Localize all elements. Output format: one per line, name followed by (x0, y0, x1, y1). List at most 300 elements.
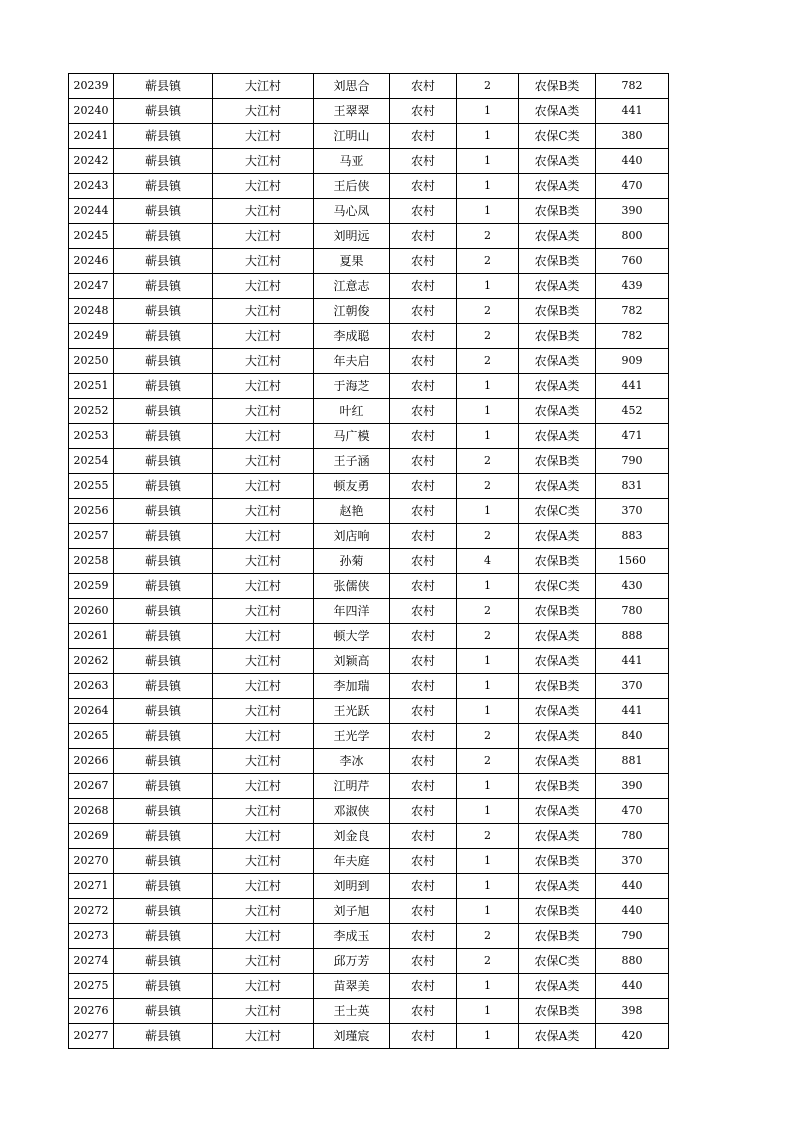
village-cell: 大江村 (213, 299, 314, 324)
serial-number-cell: 20258 (69, 549, 114, 574)
town-cell: 蕲县镇 (114, 999, 213, 1024)
village-cell: 大江村 (213, 974, 314, 999)
amount-cell: 880 (596, 949, 669, 974)
amount-cell: 470 (596, 799, 669, 824)
table-row (69, 674, 669, 699)
table-row (69, 824, 669, 849)
amount-cell: 782 (596, 299, 669, 324)
amount-cell: 840 (596, 724, 669, 749)
town-cell: 蕲县镇 (114, 474, 213, 499)
amount-cell: 370 (596, 674, 669, 699)
amount-cell: 881 (596, 749, 669, 774)
village-cell: 大江村 (213, 349, 314, 374)
serial-number-cell: 20274 (69, 949, 114, 974)
table-row (69, 324, 669, 349)
town-cell: 蕲县镇 (114, 174, 213, 199)
table-row (69, 524, 669, 549)
town-cell: 蕲县镇 (114, 274, 213, 299)
village-cell: 大江村 (213, 124, 314, 149)
town-cell: 蕲县镇 (114, 124, 213, 149)
village-cell: 大江村 (213, 99, 314, 124)
area-type-cell: 农村 (390, 674, 457, 699)
table-row (69, 274, 669, 299)
table-row (69, 424, 669, 449)
village-cell: 大江村 (213, 449, 314, 474)
serial-number-cell: 20243 (69, 174, 114, 199)
amount-cell: 790 (596, 449, 669, 474)
insurance-class-cell: 农保B类 (519, 774, 596, 799)
amount-cell: 370 (596, 499, 669, 524)
town-cell: 蕲县镇 (114, 674, 213, 699)
name-cell: 王后侠 (314, 174, 390, 199)
area-type-cell: 农村 (390, 499, 457, 524)
serial-number-cell: 20250 (69, 349, 114, 374)
amount-cell: 420 (596, 1024, 669, 1049)
village-cell: 大江村 (213, 424, 314, 449)
village-cell: 大江村 (213, 699, 314, 724)
name-cell: 年四洋 (314, 599, 390, 624)
household-size-cell: 1 (457, 149, 519, 174)
amount-cell: 441 (596, 699, 669, 724)
area-type-cell: 农村 (390, 999, 457, 1024)
town-cell: 蕲县镇 (114, 224, 213, 249)
table-row (69, 399, 669, 424)
insurance-class-cell: 农保C类 (519, 499, 596, 524)
name-cell: 马亚 (314, 149, 390, 174)
insurance-class-cell: 农保B类 (519, 849, 596, 874)
area-type-cell: 农村 (390, 574, 457, 599)
serial-number-cell: 20270 (69, 849, 114, 874)
town-cell: 蕲县镇 (114, 524, 213, 549)
area-type-cell: 农村 (390, 124, 457, 149)
name-cell: 马广模 (314, 424, 390, 449)
insurance-class-cell: 农保A类 (519, 699, 596, 724)
name-cell: 张儒侠 (314, 574, 390, 599)
town-cell: 蕲县镇 (114, 99, 213, 124)
village-cell: 大江村 (213, 674, 314, 699)
name-cell: 江意志 (314, 274, 390, 299)
serial-number-cell: 20261 (69, 624, 114, 649)
name-cell: 刘明远 (314, 224, 390, 249)
area-type-cell: 农村 (390, 399, 457, 424)
serial-number-cell: 20239 (69, 74, 114, 99)
name-cell: 顿大学 (314, 624, 390, 649)
amount-cell: 380 (596, 124, 669, 149)
town-cell: 蕲县镇 (114, 949, 213, 974)
household-size-cell: 1 (457, 974, 519, 999)
amount-cell: 441 (596, 99, 669, 124)
name-cell: 李冰 (314, 749, 390, 774)
table-row (69, 474, 669, 499)
amount-cell: 780 (596, 824, 669, 849)
insurance-class-cell: 农保A类 (519, 149, 596, 174)
amount-cell: 782 (596, 324, 669, 349)
household-size-cell: 2 (457, 824, 519, 849)
table-row (69, 799, 669, 824)
village-cell: 大江村 (213, 174, 314, 199)
serial-number-cell: 20277 (69, 1024, 114, 1049)
amount-cell: 760 (596, 249, 669, 274)
name-cell: 刘店响 (314, 524, 390, 549)
insurance-class-cell: 农保A类 (519, 399, 596, 424)
insurance-class-cell: 农保A类 (519, 274, 596, 299)
area-type-cell: 农村 (390, 799, 457, 824)
data-table (68, 73, 669, 1049)
area-type-cell: 农村 (390, 299, 457, 324)
amount-cell: 782 (596, 74, 669, 99)
area-type-cell: 农村 (390, 1024, 457, 1049)
insurance-class-cell: 农保B类 (519, 674, 596, 699)
insurance-class-cell: 农保B类 (519, 249, 596, 274)
town-cell: 蕲县镇 (114, 549, 213, 574)
table-row (69, 599, 669, 624)
amount-cell: 441 (596, 649, 669, 674)
town-cell: 蕲县镇 (114, 324, 213, 349)
name-cell: 孙菊 (314, 549, 390, 574)
town-cell: 蕲县镇 (114, 374, 213, 399)
village-cell: 大江村 (213, 149, 314, 174)
household-size-cell: 1 (457, 424, 519, 449)
insurance-class-cell: 农保A类 (519, 349, 596, 374)
amount-cell: 390 (596, 199, 669, 224)
insurance-class-cell: 农保C类 (519, 949, 596, 974)
amount-cell: 831 (596, 474, 669, 499)
village-cell: 大江村 (213, 624, 314, 649)
area-type-cell: 农村 (390, 849, 457, 874)
village-cell: 大江村 (213, 249, 314, 274)
household-size-cell: 1 (457, 124, 519, 149)
town-cell: 蕲县镇 (114, 424, 213, 449)
table-body (69, 74, 669, 1049)
name-cell: 江明芹 (314, 774, 390, 799)
name-cell: 刘子旭 (314, 899, 390, 924)
table-row (69, 574, 669, 599)
household-size-cell: 1 (457, 774, 519, 799)
name-cell: 李成聪 (314, 324, 390, 349)
household-size-cell: 2 (457, 249, 519, 274)
amount-cell: 800 (596, 224, 669, 249)
town-cell: 蕲县镇 (114, 599, 213, 624)
town-cell: 蕲县镇 (114, 299, 213, 324)
serial-number-cell: 20248 (69, 299, 114, 324)
serial-number-cell: 20275 (69, 974, 114, 999)
table-row (69, 949, 669, 974)
name-cell: 赵艳 (314, 499, 390, 524)
insurance-class-cell: 农保A类 (519, 174, 596, 199)
town-cell: 蕲县镇 (114, 824, 213, 849)
name-cell: 刘金良 (314, 824, 390, 849)
name-cell: 刘颖高 (314, 649, 390, 674)
insurance-class-cell: 农保A类 (519, 99, 596, 124)
village-cell: 大江村 (213, 874, 314, 899)
town-cell: 蕲县镇 (114, 799, 213, 824)
amount-cell: 1560 (596, 549, 669, 574)
amount-cell: 370 (596, 849, 669, 874)
household-size-cell: 2 (457, 599, 519, 624)
table-row (69, 224, 669, 249)
household-size-cell: 1 (457, 199, 519, 224)
village-cell: 大江村 (213, 274, 314, 299)
table-row (69, 99, 669, 124)
town-cell: 蕲县镇 (114, 874, 213, 899)
serial-number-cell: 20255 (69, 474, 114, 499)
village-cell: 大江村 (213, 474, 314, 499)
table-row (69, 124, 669, 149)
household-size-cell: 2 (457, 324, 519, 349)
area-type-cell: 农村 (390, 599, 457, 624)
town-cell: 蕲县镇 (114, 774, 213, 799)
village-cell: 大江村 (213, 724, 314, 749)
serial-number-cell: 20245 (69, 224, 114, 249)
area-type-cell: 农村 (390, 624, 457, 649)
insurance-class-cell: 农保B类 (519, 299, 596, 324)
amount-cell: 390 (596, 774, 669, 799)
area-type-cell: 农村 (390, 274, 457, 299)
area-type-cell: 农村 (390, 749, 457, 774)
serial-number-cell: 20247 (69, 274, 114, 299)
area-type-cell: 农村 (390, 374, 457, 399)
serial-number-cell: 20260 (69, 599, 114, 624)
amount-cell: 440 (596, 899, 669, 924)
name-cell: 马心凤 (314, 199, 390, 224)
household-size-cell: 1 (457, 899, 519, 924)
insurance-class-cell: 农保C类 (519, 124, 596, 149)
insurance-class-cell: 农保A类 (519, 624, 596, 649)
name-cell: 邱万芳 (314, 949, 390, 974)
village-cell: 大江村 (213, 574, 314, 599)
table-row (69, 199, 669, 224)
serial-number-cell: 20251 (69, 374, 114, 399)
name-cell: 刘瑾宸 (314, 1024, 390, 1049)
insurance-class-cell: 农保A类 (519, 649, 596, 674)
name-cell: 年夫庭 (314, 849, 390, 874)
name-cell: 王翠翠 (314, 99, 390, 124)
name-cell: 叶红 (314, 399, 390, 424)
household-size-cell: 1 (457, 274, 519, 299)
name-cell: 江朝俊 (314, 299, 390, 324)
table-row (69, 174, 669, 199)
village-cell: 大江村 (213, 499, 314, 524)
village-cell: 大江村 (213, 199, 314, 224)
name-cell: 邓淑侠 (314, 799, 390, 824)
amount-cell: 430 (596, 574, 669, 599)
area-type-cell: 农村 (390, 224, 457, 249)
name-cell: 于海芝 (314, 374, 390, 399)
table-row (69, 874, 669, 899)
serial-number-cell: 20257 (69, 524, 114, 549)
village-cell: 大江村 (213, 849, 314, 874)
serial-number-cell: 20264 (69, 699, 114, 724)
household-size-cell: 2 (457, 449, 519, 474)
name-cell: 李成玉 (314, 924, 390, 949)
table-row (69, 299, 669, 324)
household-size-cell: 1 (457, 499, 519, 524)
village-cell: 大江村 (213, 899, 314, 924)
serial-number-cell: 20267 (69, 774, 114, 799)
amount-cell: 452 (596, 399, 669, 424)
name-cell: 江明山 (314, 124, 390, 149)
area-type-cell: 农村 (390, 949, 457, 974)
amount-cell: 471 (596, 424, 669, 449)
serial-number-cell: 20266 (69, 749, 114, 774)
area-type-cell: 农村 (390, 924, 457, 949)
insurance-class-cell: 农保B类 (519, 324, 596, 349)
insurance-class-cell: 农保B类 (519, 74, 596, 99)
household-size-cell: 1 (457, 874, 519, 899)
insurance-class-cell: 农保A类 (519, 374, 596, 399)
table-row (69, 849, 669, 874)
serial-number-cell: 20254 (69, 449, 114, 474)
town-cell: 蕲县镇 (114, 449, 213, 474)
table-row (69, 624, 669, 649)
insurance-class-cell: 农保B类 (519, 599, 596, 624)
table-row (69, 974, 669, 999)
serial-number-cell: 20253 (69, 424, 114, 449)
insurance-class-cell: 农保A类 (519, 424, 596, 449)
serial-number-cell: 20276 (69, 999, 114, 1024)
insurance-class-cell: 农保A类 (519, 724, 596, 749)
serial-number-cell: 20262 (69, 649, 114, 674)
village-cell: 大江村 (213, 599, 314, 624)
table-row (69, 774, 669, 799)
insurance-class-cell: 农保A类 (519, 874, 596, 899)
name-cell: 王士英 (314, 999, 390, 1024)
serial-number-cell: 20265 (69, 724, 114, 749)
serial-number-cell: 20268 (69, 799, 114, 824)
village-cell: 大江村 (213, 224, 314, 249)
insurance-class-cell: 农保A类 (519, 474, 596, 499)
table-row (69, 374, 669, 399)
table-row (69, 499, 669, 524)
village-cell: 大江村 (213, 324, 314, 349)
area-type-cell: 农村 (390, 699, 457, 724)
household-size-cell: 2 (457, 224, 519, 249)
area-type-cell: 农村 (390, 874, 457, 899)
area-type-cell: 农村 (390, 174, 457, 199)
village-cell: 大江村 (213, 824, 314, 849)
serial-number-cell: 20271 (69, 874, 114, 899)
household-size-cell: 2 (457, 924, 519, 949)
name-cell: 王光学 (314, 724, 390, 749)
serial-number-cell: 20269 (69, 824, 114, 849)
town-cell: 蕲县镇 (114, 249, 213, 274)
table-row (69, 449, 669, 474)
area-type-cell: 农村 (390, 824, 457, 849)
household-size-cell: 2 (457, 299, 519, 324)
serial-number-cell: 20259 (69, 574, 114, 599)
area-type-cell: 农村 (390, 649, 457, 674)
town-cell: 蕲县镇 (114, 849, 213, 874)
name-cell: 李加瑞 (314, 674, 390, 699)
table-row (69, 899, 669, 924)
table-row (69, 249, 669, 274)
town-cell: 蕲县镇 (114, 749, 213, 774)
amount-cell: 888 (596, 624, 669, 649)
town-cell: 蕲县镇 (114, 499, 213, 524)
table-row (69, 924, 669, 949)
insurance-class-cell: 农保A类 (519, 824, 596, 849)
town-cell: 蕲县镇 (114, 349, 213, 374)
insurance-class-cell: 农保B类 (519, 199, 596, 224)
household-size-cell: 4 (457, 549, 519, 574)
table-row (69, 1024, 669, 1049)
village-cell: 大江村 (213, 374, 314, 399)
name-cell: 王光跃 (314, 699, 390, 724)
household-size-cell: 1 (457, 99, 519, 124)
table-row (69, 349, 669, 374)
town-cell: 蕲县镇 (114, 649, 213, 674)
household-size-cell: 2 (457, 74, 519, 99)
insurance-class-cell: 农保B类 (519, 924, 596, 949)
town-cell: 蕲县镇 (114, 899, 213, 924)
village-cell: 大江村 (213, 999, 314, 1024)
amount-cell: 439 (596, 274, 669, 299)
household-size-cell: 1 (457, 849, 519, 874)
household-size-cell: 1 (457, 574, 519, 599)
village-cell: 大江村 (213, 774, 314, 799)
insurance-class-cell: 农保A类 (519, 524, 596, 549)
village-cell: 大江村 (213, 399, 314, 424)
village-cell: 大江村 (213, 74, 314, 99)
household-size-cell: 1 (457, 174, 519, 199)
household-size-cell: 2 (457, 624, 519, 649)
insurance-class-cell: 农保A类 (519, 799, 596, 824)
area-type-cell: 农村 (390, 324, 457, 349)
amount-cell: 790 (596, 924, 669, 949)
name-cell: 年夫启 (314, 349, 390, 374)
household-size-cell: 1 (457, 699, 519, 724)
table-row (69, 149, 669, 174)
name-cell: 王子涵 (314, 449, 390, 474)
town-cell: 蕲县镇 (114, 724, 213, 749)
serial-number-cell: 20252 (69, 399, 114, 424)
village-cell: 大江村 (213, 1024, 314, 1049)
village-cell: 大江村 (213, 799, 314, 824)
serial-number-cell: 20242 (69, 149, 114, 174)
town-cell: 蕲县镇 (114, 399, 213, 424)
area-type-cell: 农村 (390, 149, 457, 174)
household-size-cell: 2 (457, 349, 519, 374)
name-cell: 苗翠美 (314, 974, 390, 999)
amount-cell: 398 (596, 999, 669, 1024)
household-size-cell: 2 (457, 724, 519, 749)
amount-cell: 441 (596, 374, 669, 399)
village-cell: 大江村 (213, 524, 314, 549)
table-row (69, 74, 669, 99)
area-type-cell: 农村 (390, 99, 457, 124)
name-cell: 顿友勇 (314, 474, 390, 499)
serial-number-cell: 20273 (69, 924, 114, 949)
town-cell: 蕲县镇 (114, 924, 213, 949)
household-size-cell: 1 (457, 374, 519, 399)
village-cell: 大江村 (213, 749, 314, 774)
town-cell: 蕲县镇 (114, 74, 213, 99)
area-type-cell: 农村 (390, 249, 457, 274)
area-type-cell: 农村 (390, 449, 457, 474)
insurance-class-cell: 农保B类 (519, 549, 596, 574)
serial-number-cell: 20244 (69, 199, 114, 224)
village-cell: 大江村 (213, 924, 314, 949)
area-type-cell: 农村 (390, 974, 457, 999)
insurance-class-cell: 农保A类 (519, 224, 596, 249)
area-type-cell: 农村 (390, 524, 457, 549)
amount-cell: 909 (596, 349, 669, 374)
name-cell: 刘明到 (314, 874, 390, 899)
amount-cell: 440 (596, 874, 669, 899)
insurance-class-cell: 农保A类 (519, 1024, 596, 1049)
area-type-cell: 农村 (390, 774, 457, 799)
town-cell: 蕲县镇 (114, 624, 213, 649)
